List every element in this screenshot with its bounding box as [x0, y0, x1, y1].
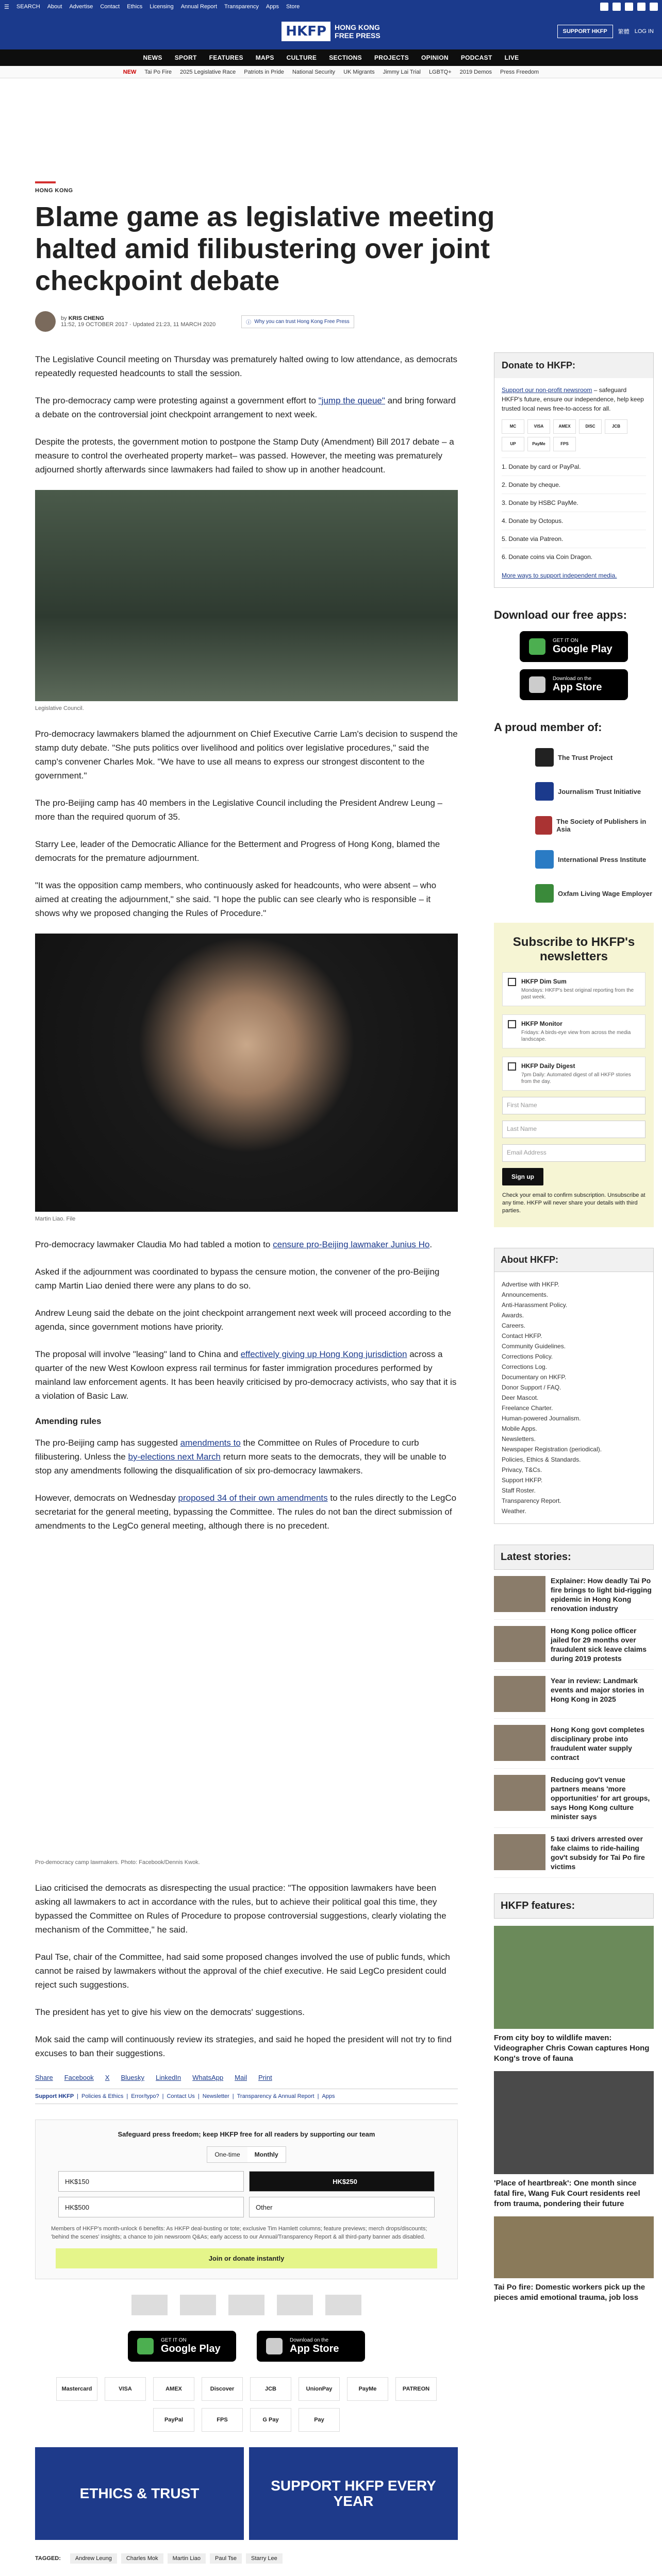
share-label: Share — [35, 2074, 53, 2081]
last-name-input[interactable]: Last Name — [502, 1121, 646, 1138]
transparency-link[interactable]: Transparency & Annual Report — [237, 2093, 315, 2099]
feature-thumb — [494, 2071, 654, 2174]
apple-icon — [529, 676, 545, 693]
contact-us-link[interactable]: Contact Us — [167, 2093, 195, 2099]
google-play-button[interactable]: GET IT ON Google Play — [128, 2331, 236, 2362]
trending-item[interactable]: Press Freedom — [500, 69, 539, 75]
frequency-toggle — [207, 2146, 286, 2163]
story-item[interactable]: Explainer: How deadly Tai Po fire brings to light bid-rigging epidemic in Hong Kong renovation industry — [494, 1570, 654, 1620]
trust-button[interactable] — [241, 315, 354, 328]
annual-report-link[interactable]: Annual Report — [180, 4, 218, 10]
language-toggle[interactable]: 繁體 — [618, 29, 630, 35]
promo-banners — [35, 2447, 458, 2540]
about-link[interactable]: About — [47, 4, 62, 10]
top-utility-bar — [0, 0, 662, 13]
support-banner[interactable]: SUPPORT HKFP EVERY YEAR — [249, 2447, 458, 2540]
newsletter-option[interactable]: HKFP Monitor Fridays: A birds-eye view from across the media landscape. — [502, 1014, 646, 1048]
donation-widget — [35, 2120, 458, 2279]
paragraph: Starry Lee, leader of the Democratic Alliance for the Betterment and Progress of Hong Kong, blamed the democrats for the premature adjournment. — [35, 839, 440, 863]
tag[interactable]: Starry Lee — [246, 2553, 283, 2564]
trending-item[interactable]: 2025 Legislative Race — [180, 69, 236, 75]
trending-item[interactable]: Jimmy Lai Trial — [383, 69, 421, 75]
by-prefix: by — [61, 315, 67, 321]
ethics-banner[interactable]: ETHICS & TRUST — [35, 2447, 244, 2540]
join-donate-button[interactable]: Join or donate instantly — [56, 2248, 437, 2268]
payment-icon: FPS — [553, 437, 576, 451]
sidebar — [494, 352, 654, 2576]
one-time-option[interactable]: One-time — [214, 2151, 240, 2158]
share-x[interactable]: X — [105, 2074, 110, 2081]
share-linkedin[interactable]: LinkedIn — [156, 2074, 181, 2081]
paragraph: However, democrats on Wednesday proposed 34 of their own amendments to the rules directly to the LegCo secretariat for the general meeting, bypassing the Committee. The rules do not ban the direct submission of amendments to the LegCo general meeting, although there is no precedent. — [35, 1493, 457, 1531]
payment-icon: VISA — [527, 419, 550, 434]
nav-maps[interactable]: MAPS — [255, 54, 274, 61]
share-mail[interactable]: Mail — [235, 2074, 247, 2081]
payment-icon: JCB — [605, 419, 627, 434]
site-logo[interactable] — [282, 22, 380, 41]
first-name-input[interactable]: First Name — [502, 1097, 646, 1114]
email-input[interactable]: Email Address — [502, 1144, 646, 1162]
payment-icon: AMEX — [553, 419, 576, 434]
google-play-icon — [529, 638, 545, 655]
about-link[interactable]: Donor Support / FAQ. — [502, 1384, 561, 1391]
contact-link[interactable]: Contact — [100, 4, 120, 10]
about-link[interactable]: Staff Roster. — [502, 1487, 536, 1494]
trust-logo — [131, 2295, 168, 2315]
monthly-option[interactable]: Monthly — [247, 2147, 286, 2162]
paragraph: The pro-Beijing camp has 40 members in the Legislative Council including the President Andrew Leung – more than the required quorum of 35. — [35, 798, 443, 822]
about-link[interactable]: Deer Mascot. — [502, 1394, 539, 1401]
payment-icon: AMEX — [153, 2377, 194, 2401]
category-accent — [35, 181, 56, 183]
story-item[interactable]: Hong Kong police officer jailed for 29 months over fraudulent sick leave claims during 2019 protests — [494, 1620, 654, 1670]
newsletter-option[interactable]: HKFP Daily Digest 7pm Daily: Automated digest of all HKFP stories from the day. — [502, 1057, 646, 1091]
donate-option[interactable]: 1. Donate by card or PayPal. — [502, 457, 646, 476]
trust-logo — [277, 2295, 313, 2315]
paragraph: "It was the opposition camp members, who continuously asked for headcounts, who were absent – who aimed at creating the adjournment," she said. "I hope the public can see clearly who is responsible – it shows why we proposed changing the Rules of Procedure." — [35, 880, 437, 918]
trust-logo — [228, 2295, 264, 2315]
ethics-link[interactable]: Ethics — [127, 4, 143, 10]
share-print[interactable]: Print — [258, 2074, 272, 2081]
trending-item[interactable]: UK Migrants — [343, 69, 375, 75]
paragraph: Liao criticised the democrats as disrespecting the usual practice: "The opposition lawmakers have been asking all lawmakers to act in accordance with the rules, but to achieve their political goal this time, they bypassed the Committee on Rules of Procedure to propose controversial suggestions, clearly violating the mechanism of the Committee," he said. — [35, 1883, 446, 1935]
store-link[interactable]: Store — [286, 4, 300, 10]
about-heading: About HKFP: — [494, 1248, 654, 1272]
advertise-link[interactable]: Advertise — [69, 4, 93, 10]
google-play-button[interactable]: GET IT ON Google Play — [520, 631, 628, 662]
amount-250[interactable]: HK$250 — [249, 2171, 435, 2192]
trending-item[interactable]: LGBTQ+ — [428, 69, 452, 75]
search-link[interactable]: SEARCH — [16, 4, 40, 10]
logo-line1: HONG KONG — [335, 23, 380, 31]
payment-icon: JCB — [250, 2377, 291, 2401]
payment-icon: FPS — [202, 2408, 243, 2432]
x-icon[interactable] — [613, 3, 621, 11]
story-item[interactable]: 5 taxi drivers arrested over fake claims to ride-hailing gov't subsidy for Tai Po fire victims — [494, 1828, 654, 1878]
newsletter-link[interactable]: Newsletter — [202, 2093, 229, 2099]
payment-icon: UnionPay — [299, 2377, 340, 2401]
about-link[interactable]: Careers. — [502, 1322, 526, 1329]
inline-link[interactable]: proposed 34 of their own amendments — [178, 1493, 328, 1503]
support-links: Support HKFP | Policies & Ethics | Error/typo? | Contact Us | Newsletter | Transparency & Annual Report | Apps — [35, 2089, 458, 2104]
paragraph: Despite the protests, the government motion to postpone the Stamp Duty (Amendment) Bill 2017 debate – a measure to control the overheated property market– was passed. However, the meeting was prematurely adjourned shortly afterwards since lawmakers had failed to show up in another headcount. — [35, 437, 454, 474]
features-heading: HKFP features: — [494, 1893, 654, 1919]
inline-link[interactable]: amendments to — [180, 1438, 241, 1448]
apps-heading: Download our free apps: — [494, 608, 627, 621]
donate-option[interactable]: 6. Donate coins via Coin Dragon. — [502, 548, 646, 566]
login-link[interactable]: LOG IN — [634, 28, 654, 35]
newsletter-heading: Subscribe to HKFP's newsletters — [512, 935, 635, 963]
amount-150[interactable]: HK$150 — [58, 2171, 244, 2192]
donate-option[interactable]: 5. Donate via Patreon. — [502, 530, 646, 548]
nav-podcast[interactable]: PODCAST — [460, 54, 492, 61]
paragraph: Andrew Leung said the debate on the joint checkpoint arrangement next week will proceed according to the agenda, since government motions have priority. — [35, 1308, 452, 1332]
new-badge: NEW — [123, 69, 137, 75]
about-box — [494, 1248, 654, 1524]
facebook-icon[interactable] — [600, 3, 608, 11]
latest-stories — [494, 1545, 654, 1878]
story-thumb — [494, 1626, 545, 1662]
member-heading: A proud member of: — [494, 721, 602, 734]
feature-item[interactable]: From city boy to wildlife maven: Videographer Chris Cowan captures Hong Kong's trove of fauna — [494, 1926, 654, 2064]
signup-button[interactable]: Sign up — [502, 1168, 543, 1185]
donate-heading: Donate to HKFP: — [494, 353, 653, 378]
info-icon: ⓘ — [246, 319, 252, 326]
newsletter-box — [494, 923, 654, 1227]
about-link[interactable]: Announcements. — [502, 1291, 549, 1298]
paragraph: Pro-democracy lawmakers blamed the adjournment on Chief Executive Carrie Lam's decision to suspend the stamp duty debate. "She puts politics over livelihood and politics over legislative procedures," said the camp's convener Charles Mok. "We have to use all means to express our strongest discontent to the government." — [35, 729, 458, 781]
martin-liao-photo — [35, 934, 458, 1212]
tag[interactable]: Charles Mok — [121, 2553, 163, 2564]
feature-item[interactable]: Tai Po fire: Domestic workers pick up the pieces amid emotional trauma, job loss — [494, 2216, 654, 2303]
donate-option[interactable]: 2. Donate by cheque. — [502, 476, 646, 494]
donation-note: Members of HKFP's month-unlock 6 benefits: As HKFP deal-busting or tote; exclusive Tim Hamlett columns; feature previews; merch drops/discounts; 'behind the scenes' insights; a chance to join newsroom Q&As; early access to our Annual/Transparency Report & all third-party banner ads disabled. — [51, 2226, 427, 2240]
about-link[interactable]: Awards. — [502, 1312, 524, 1319]
story-thumb — [494, 1775, 545, 1811]
about-link[interactable]: Weather. — [502, 1507, 526, 1515]
about-link[interactable]: Newsletters. — [502, 1435, 536, 1443]
feature-thumb — [494, 1926, 654, 2029]
inline-link[interactable]: effectively giving up Hong Kong jurisdiction — [240, 1349, 407, 1359]
article-category[interactable]: HONG KONG — [35, 188, 73, 194]
checkbox[interactable] — [508, 1062, 516, 1071]
apps-link[interactable]: Apps — [322, 2093, 335, 2099]
updated-date: Updated 21:23, 11 MARCH 2020 — [133, 321, 216, 328]
about-link[interactable]: Community Guidelines. — [502, 1343, 566, 1350]
logo-mark: HKFP — [282, 22, 330, 41]
tags-label: TAGGED: — [35, 2555, 61, 2562]
payment-methods — [35, 2377, 458, 2432]
member-jti[interactable]: Journalism Trust Initiative — [494, 777, 654, 805]
about-link[interactable]: Transparency Report. — [502, 1497, 561, 1504]
nav-sections[interactable]: SECTIONS — [329, 54, 362, 61]
payment-icon: PATREON — [395, 2377, 437, 2401]
about-link[interactable]: Newspaper Registration (periodical). — [502, 1446, 602, 1453]
paragraph: Paul Tse, chair of the Committee, had said some proposed changes involved the use of public funds, which cannot be raised by lawmakers without the approval of the chief executive. He said LegCo president could reject such suggestions. — [35, 1952, 450, 1990]
error-link[interactable]: Error/typo? — [131, 2093, 159, 2099]
member-ipi[interactable]: International Press Institute — [494, 845, 654, 873]
section-heading: Amending rules — [35, 1416, 102, 1426]
nav-features[interactable]: FEATURES — [209, 54, 243, 61]
paragraph: The Legislative Council meeting on Thursday was prematurely halted owing to low attendance, as democrats repeatedly requested headcounts to stall the session. — [35, 354, 457, 378]
sopa-icon — [535, 816, 552, 835]
checkbox[interactable] — [508, 1020, 516, 1028]
payment-icon: MC — [502, 419, 524, 434]
payment-icon: UP — [502, 437, 524, 451]
about-link[interactable]: Mobile Apps. — [502, 1425, 537, 1432]
donate-option[interactable]: 4. Donate by Octopus. — [502, 512, 646, 530]
feature-item[interactable]: 'Place of heartbreak': One month since fatal fire, Wang Fuk Court residents reel from trauma, pondering their future — [494, 2071, 654, 2209]
transparency-link[interactable]: Transparency — [224, 4, 259, 10]
main-nav — [0, 49, 662, 66]
byline: by KRIS CHENG 11:52, 19 OCTOBER 2017 · Updated 21:23, 11 MARCH 2020 ⓘ Why you can trust Hong Kong Free Press — [35, 311, 627, 332]
payment-icon: Mastercard — [56, 2377, 97, 2401]
newsletter-option[interactable]: HKFP Dim Sum Mondays: HKFP's best original reporting from the past week. — [502, 972, 646, 1006]
apps-link[interactable]: Apps — [266, 4, 279, 10]
app-store-button[interactable]: Download on the App Store — [520, 669, 628, 700]
more-ways-link[interactable]: More ways to support independent media. — [502, 572, 617, 579]
legco-chamber-photo — [35, 490, 458, 701]
embedded-facebook-photo — [35, 1546, 458, 1855]
story-item[interactable]: Hong Kong govt completes disciplinary probe into fraudulent water supply contract — [494, 1719, 654, 1769]
story-item[interactable]: Reducing gov't venue partners means 'more opportunities' for art groups, says Hong Kong culture minister says — [494, 1769, 654, 1828]
trust-project-icon — [535, 748, 554, 767]
about-link[interactable]: Corrections Policy. — [502, 1353, 553, 1360]
nav-sport[interactable]: SPORT — [174, 54, 197, 61]
trending-item[interactable]: Patriots in Pride — [244, 69, 284, 75]
author-name[interactable]: KRIS CHENG — [68, 315, 104, 321]
share-facebook[interactable]: Facebook — [64, 2074, 94, 2081]
trending-item[interactable]: Tai Po Fire — [144, 69, 172, 75]
about-link[interactable]: Human-powered Journalism. — [502, 1415, 581, 1422]
donate-box — [494, 352, 654, 588]
ipi-icon — [535, 850, 554, 869]
nav-opinion[interactable]: OPINION — [421, 54, 449, 61]
oxfam-icon — [535, 884, 554, 903]
amount-other[interactable]: Other — [249, 2197, 435, 2217]
payment-icon: Pay — [299, 2408, 340, 2432]
trust-button-label: Why you can trust Hong Kong Free Press — [254, 318, 350, 325]
inline-link[interactable]: censure pro-Beijing lawmaker Junius Ho — [273, 1240, 430, 1249]
share-bluesky[interactable]: Bluesky — [121, 2074, 144, 2081]
amount-500[interactable]: HK$500 — [58, 2197, 244, 2217]
article-title: Blame game as legislative meeting halted amid filibustering over joint checkpoint debate — [35, 201, 495, 296]
paragraph: Mok said the camp will continuously review its strategies, and said he hoped the president will not try to find excuses to ban their suggestions. — [35, 2035, 452, 2058]
logo-line2: FREE PRESS — [335, 31, 380, 40]
photo-caption: Pro-democracy camp lawmakers. Photo: Facebook/Dennis Kwok. — [35, 1859, 200, 1866]
newsletter-note: Check your email to confirm subscription. Unsubscribe at any time. HKFP will never share your details with third parties. — [502, 1192, 646, 1214]
app-store-buttons — [35, 2331, 458, 2362]
share-whatsapp[interactable]: WhatsApp — [192, 2074, 224, 2081]
nav-live[interactable]: LIVE — [504, 54, 519, 61]
nav-projects[interactable]: PROJECTS — [374, 54, 409, 61]
payment-icon: G Pay — [250, 2408, 291, 2432]
about-link[interactable]: Anti-Harassment Policy. — [502, 1301, 568, 1309]
payment-icon: PayMe — [527, 437, 550, 451]
story-thumb — [494, 1676, 545, 1712]
article-tags — [35, 2553, 458, 2564]
about-link[interactable]: Policies, Ethics & Standards. — [502, 1456, 581, 1463]
publish-date: 11:52, 19 OCTOBER 2017 — [61, 321, 128, 328]
trust-logo — [325, 2295, 361, 2315]
trust-logos — [35, 2295, 458, 2315]
payment-icon: VISA — [105, 2377, 146, 2401]
trending-item[interactable]: National Security — [292, 69, 336, 75]
donation-title: Safeguard press freedom; keep HKFP free for all readers by supporting our team — [118, 2130, 375, 2138]
paragraph: The president has yet to give his view on the democrats' suggestions. — [35, 2007, 305, 2017]
story-item[interactable]: Year in review: Landmark events and major stories in Hong Kong in 2025 — [494, 1670, 654, 1719]
latest-heading: Latest stories: — [494, 1545, 654, 1570]
inline-link[interactable]: by-elections next March — [128, 1452, 221, 1462]
article-body — [35, 352, 458, 2576]
payment-icon: Discover — [202, 2377, 243, 2401]
about-link[interactable]: Privacy, T&Cs. — [502, 1466, 542, 1473]
paragraph: The pro-democracy camp were protesting against a government effort to "jump the queue" and bring forward a debate on the controversial joint checkpoint arrangement to next week. — [35, 396, 456, 419]
feature-thumb — [494, 2216, 654, 2278]
paragraph: Asked if the adjournment was coordinated to bypass the censure motion, the convener of the pro-Beijing camp Martin Liao denied there were any plans to do so. — [35, 1267, 440, 1291]
donate-option[interactable]: 3. Donate by HSBC PayMe. — [502, 494, 646, 512]
donate-text: – safeguard HKFP's future, ensure our independence, help keep trusted local news free-to-access for all. — [502, 386, 644, 412]
share-bar — [35, 2074, 458, 2081]
photo-caption: Martin Liao. File — [35, 1216, 76, 1222]
app-store-button[interactable]: Download on the App Store — [257, 2331, 365, 2362]
trending-item[interactable]: 2019 Demos — [459, 69, 492, 75]
youtube-icon[interactable] — [637, 3, 646, 11]
paragraph: Pro-democracy lawmaker Claudia Mo had tabled a motion to censure pro-Beijing lawmaker Junius Ho. — [35, 1240, 433, 1249]
story-thumb — [494, 1576, 545, 1612]
checkbox[interactable] — [508, 978, 516, 986]
story-thumb — [494, 1834, 545, 1870]
support-link[interactable]: Support HKFP — [35, 2093, 74, 2099]
jti-icon — [535, 782, 554, 801]
story-thumb — [494, 1725, 545, 1761]
policies-link[interactable]: Policies & Ethics — [81, 2093, 124, 2099]
google-play-icon — [137, 2338, 154, 2354]
nav-culture[interactable]: CULTURE — [286, 54, 317, 61]
tag[interactable]: Andrew Leung — [70, 2553, 117, 2564]
inline-link[interactable]: "jump the queue" — [318, 396, 385, 405]
payment-icon: DISC — [579, 419, 602, 434]
nav-news[interactable]: NEWS — [143, 54, 162, 61]
support-newsroom-link[interactable]: Support our non-profit newsroom — [502, 386, 592, 394]
tag[interactable]: Martin Liao — [168, 2553, 206, 2564]
member-sopa[interactable]: The Society of Publishers in Asia — [494, 811, 654, 839]
support-hkfp-button[interactable]: SUPPORT HKFP — [557, 25, 613, 38]
features-box — [494, 1893, 654, 2303]
about-link[interactable]: Documentary on HKFP. — [502, 1374, 567, 1381]
paragraph: The pro-Beijing camp has suggested amendments to the Committee on Rules of Procedure to curb filibustering. Unless the by-elections next March return more seats to the democrats, they will be unable to stop any amendments following the disqualification of six pro-democracy lawmakers. — [35, 1438, 446, 1476]
trust-logo — [180, 2295, 216, 2315]
about-link[interactable]: Contact HKFP. — [502, 1332, 542, 1340]
about-link[interactable]: Corrections Log. — [502, 1363, 548, 1370]
member-oxfam[interactable]: Oxfam Living Wage Employer — [494, 879, 654, 907]
apple-icon — [266, 2338, 283, 2354]
paragraph: The proposal will involve "leasing" land to China and effectively giving up Hong Kong jurisdiction across a quarter of the new West Kowloon express rail terminus for faster immigration procedures performed by mainland law enforcement agents. It has been heavily criticised by pro-democracy activists, who say that it is a violation of Basic Law. — [35, 1349, 457, 1401]
licensing-link[interactable]: Licensing — [150, 4, 174, 10]
payment-icon: PayMe — [347, 2377, 388, 2401]
about-link[interactable]: Freelance Charter. — [502, 1404, 553, 1412]
photo-caption: Legislative Council. — [35, 705, 84, 711]
menu-icon[interactable]: ☰ — [4, 4, 9, 10]
trending-bar — [0, 66, 662, 78]
about-link[interactable]: Advertise with HKFP. — [502, 1281, 559, 1288]
site-header — [0, 13, 662, 49]
tag[interactable]: Paul Tse — [210, 2553, 242, 2564]
instagram-icon[interactable] — [625, 3, 633, 11]
payment-icon: PayPal — [153, 2408, 194, 2432]
author-avatar — [35, 311, 56, 332]
threads-icon[interactable] — [650, 3, 658, 11]
member-trust-project[interactable]: The Trust Project — [494, 743, 654, 771]
about-link[interactable]: Support HKFP. — [502, 1477, 543, 1484]
